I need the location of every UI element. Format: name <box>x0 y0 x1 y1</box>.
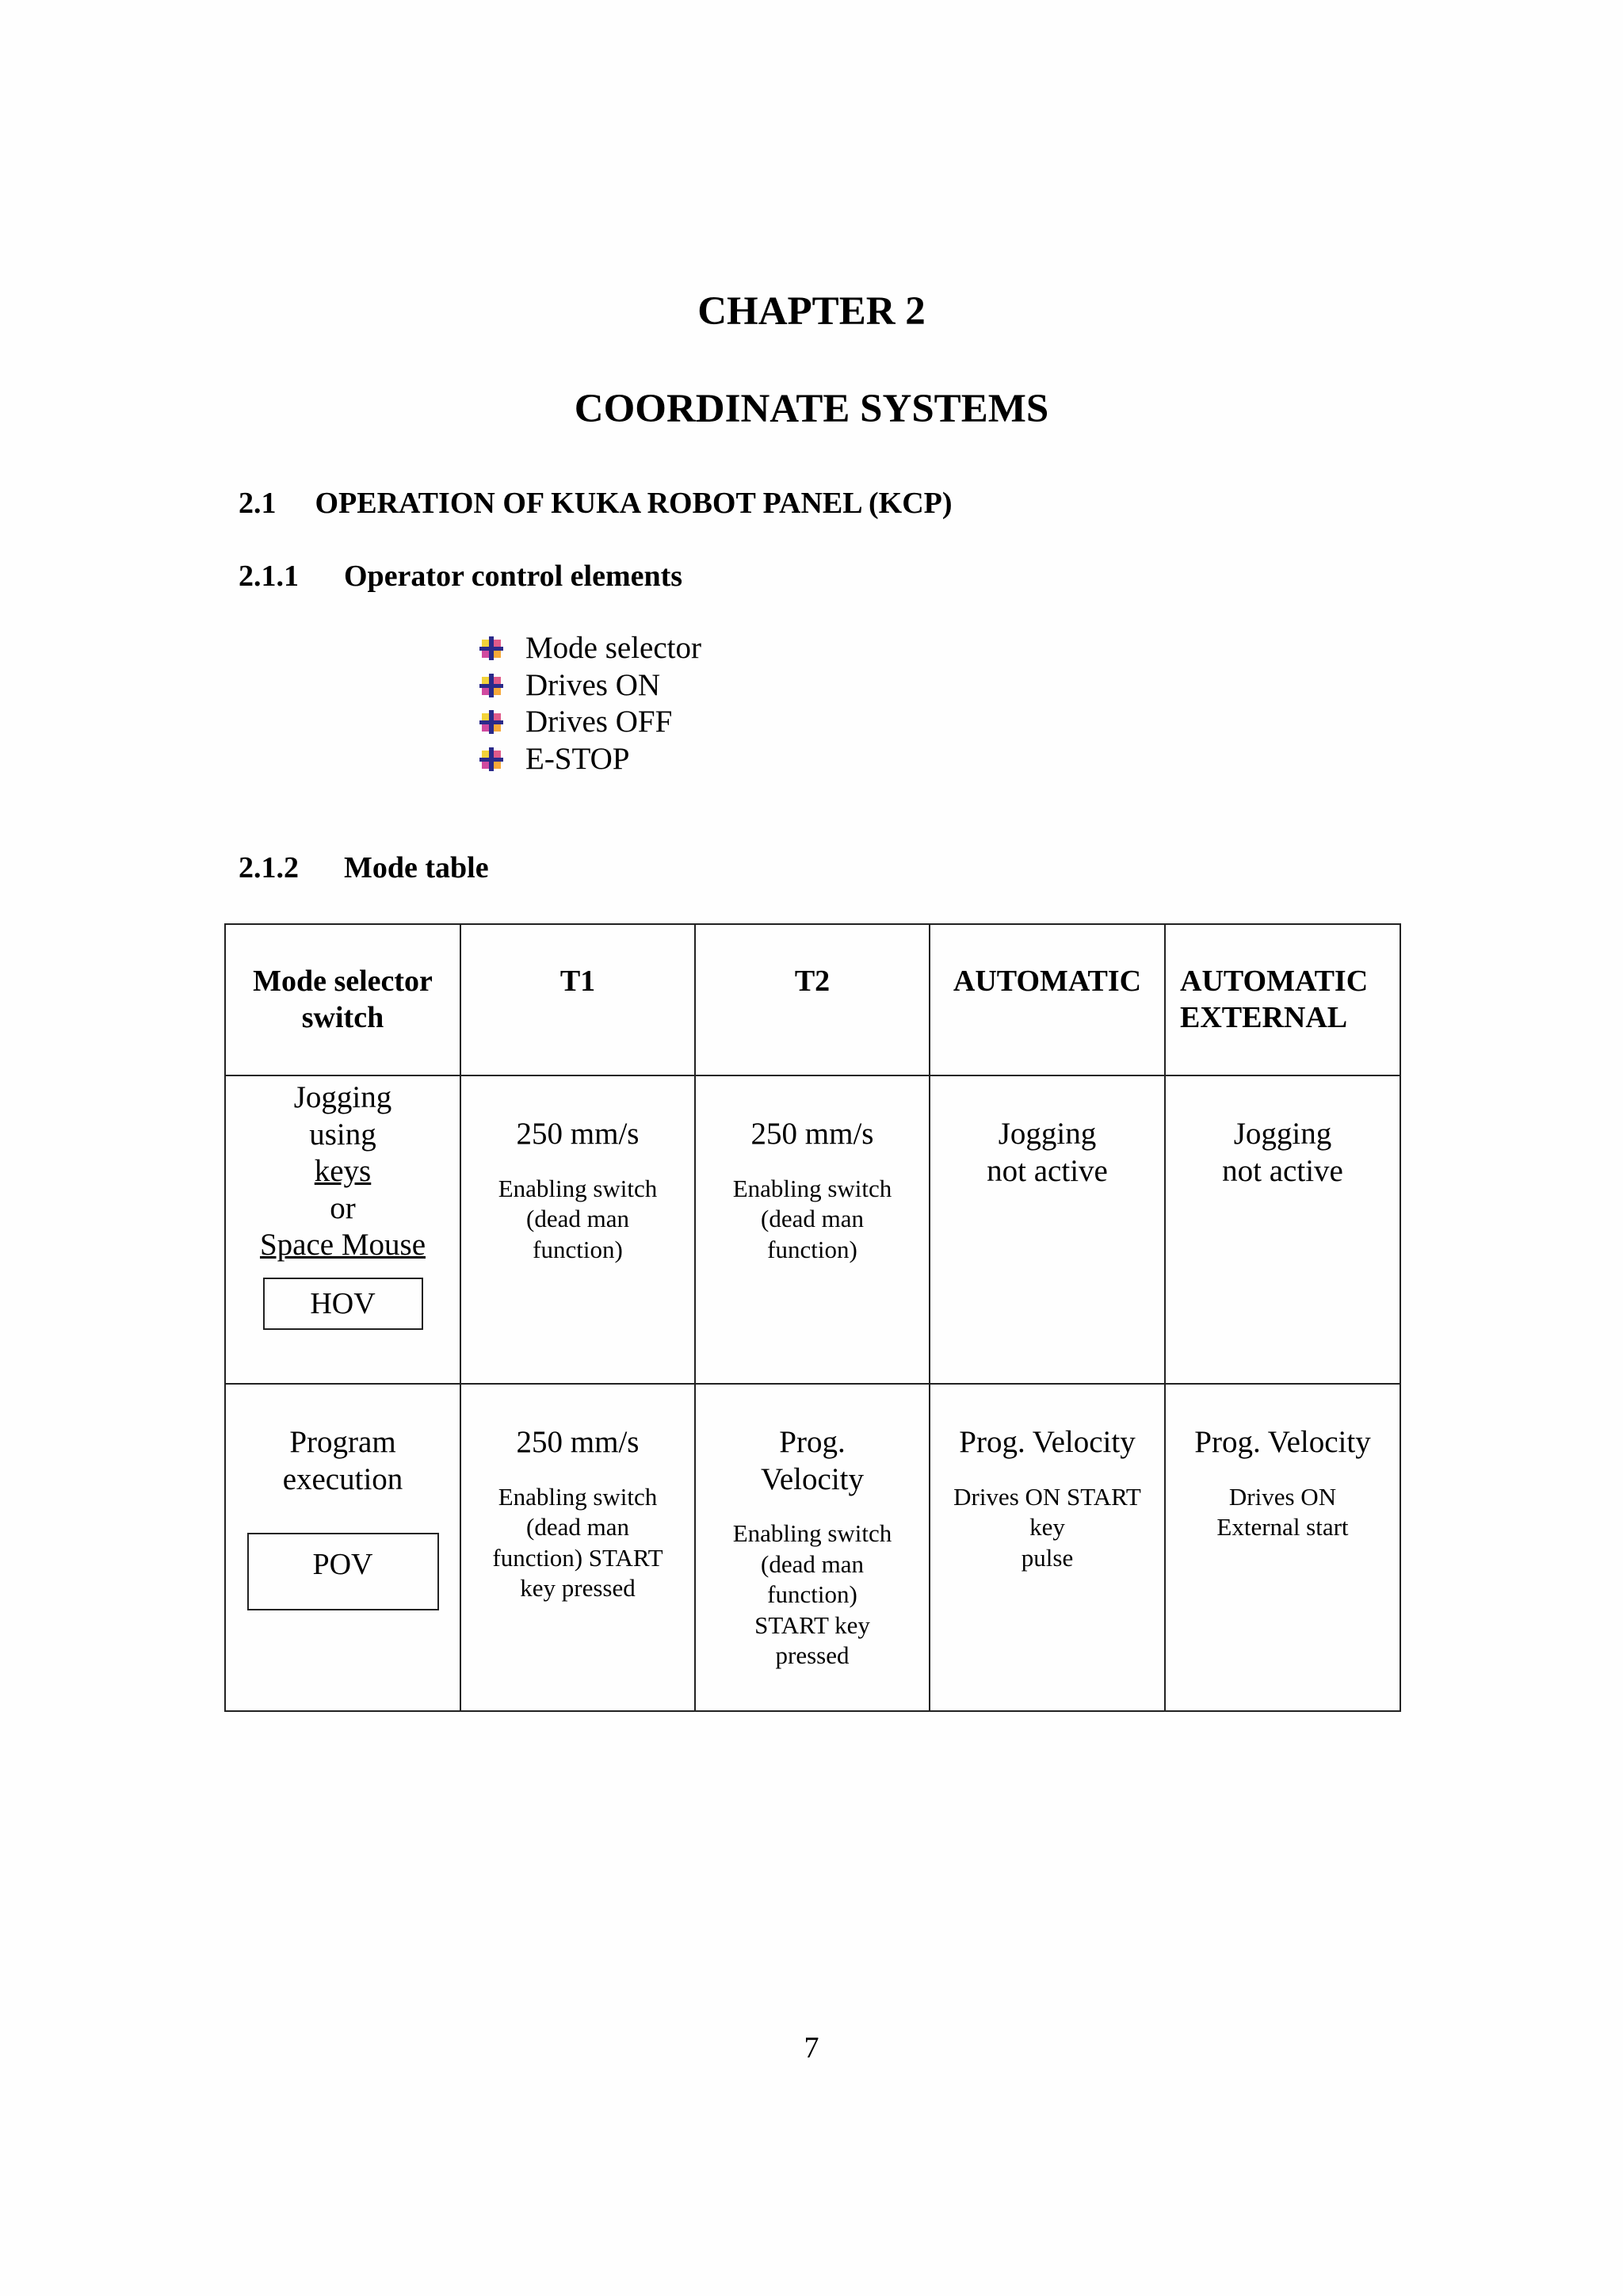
cell-note-line: External start <box>1216 1513 1349 1541</box>
header-line: EXTERNAL <box>1180 1001 1348 1034</box>
cell-line-keys: keys <box>314 1154 372 1188</box>
subsection-number: 2.1.2 <box>239 851 299 884</box>
section-heading <box>239 486 953 521</box>
cell-note-line: key pressed <box>520 1574 636 1602</box>
cell-speed: Prog. Velocity <box>959 1425 1136 1459</box>
control-elements-list <box>479 630 701 777</box>
row1-t1-cell <box>460 1075 695 1384</box>
cell-line: Jogging <box>998 1117 1097 1151</box>
cell-speed: 250 mm/s <box>516 1425 640 1459</box>
list-item <box>479 741 701 778</box>
header-label: T2 <box>794 965 831 998</box>
subsection-title: Operator control elements <box>344 560 683 593</box>
row1-automatic-external-cell <box>1165 1075 1400 1384</box>
cell-speed: 250 mm/s <box>750 1117 874 1151</box>
cell-note-line: (dead man <box>761 1205 864 1232</box>
header-automatic <box>930 924 1165 1075</box>
subsection-title: Mode table <box>344 851 489 884</box>
table-row <box>225 1384 1400 1711</box>
row1-t2-cell <box>695 1075 930 1384</box>
cell-note-line: (dead man <box>526 1205 629 1232</box>
list-item-label: Mode selector <box>525 631 702 665</box>
cell-note-line: key <box>1029 1513 1065 1541</box>
row1-label-cell <box>225 1075 460 1384</box>
row2-automatic-external-cell <box>1165 1384 1400 1711</box>
bullet-icon <box>479 747 503 771</box>
cell-note-line: pulse <box>1021 1543 1074 1572</box>
table-row <box>225 1075 1400 1384</box>
cell-note-line: pressed <box>775 1641 850 1669</box>
header-line: Mode selector <box>253 965 433 998</box>
cell-speed: 250 mm/s <box>516 1117 640 1151</box>
cell-speed: Prog. Velocity <box>1194 1425 1371 1459</box>
cell-speed: Velocity <box>761 1461 864 1496</box>
cell-note-line: (dead man <box>761 1549 864 1578</box>
cell-line: or <box>330 1190 356 1225</box>
header-line: switch <box>301 1001 384 1034</box>
chapter-title: COORDINATE SYSTEMS <box>574 387 1049 431</box>
subsection-number: 2.1.1 <box>239 560 299 593</box>
list-item <box>479 630 701 667</box>
cell-line: Jogging <box>293 1080 392 1114</box>
cell-note-line: Enabling switch <box>498 1482 658 1511</box>
cell-line-space-mouse: Space Mouse <box>259 1228 426 1262</box>
chapter-number: CHAPTER 2 <box>697 289 926 334</box>
cell-line: Program <box>289 1425 396 1459</box>
cell-note-line: Enabling switch <box>498 1174 658 1202</box>
cell-note-line: (dead man <box>526 1513 629 1541</box>
section-number: 2.1 <box>239 487 277 520</box>
row1-automatic-cell <box>930 1075 1165 1384</box>
cell-line: not active <box>1222 1153 1343 1188</box>
row2-t1-cell <box>460 1384 695 1711</box>
header-mode-selector <box>225 924 460 1075</box>
page-number: 7 <box>804 2031 819 2065</box>
cell-line: execution <box>282 1461 403 1496</box>
cell-note-line: function) <box>767 1235 857 1263</box>
list-item-label: Drives OFF <box>525 705 673 739</box>
bullet-icon <box>479 636 503 660</box>
header-automatic-external <box>1165 924 1400 1075</box>
subsection-heading-2 <box>239 850 489 885</box>
cell-speed: Prog. <box>779 1425 846 1459</box>
cell-note-line: Enabling switch <box>732 1519 892 1547</box>
cell-note-line: Drives ON START <box>953 1482 1141 1511</box>
header-t2 <box>695 924 930 1075</box>
header-label: T1 <box>559 965 596 998</box>
hov-box: HOV <box>263 1278 423 1330</box>
row2-t2-cell <box>695 1384 930 1711</box>
cell-note-line: Drives ON <box>1228 1482 1337 1511</box>
bullet-icon <box>479 710 503 734</box>
row2-automatic-cell <box>930 1384 1165 1711</box>
section-title: OPERATION OF KUKA ROBOT PANEL (KCP) <box>315 487 953 520</box>
cell-line: Jogging <box>1233 1117 1332 1151</box>
list-item-label: Drives ON <box>525 667 661 702</box>
mode-table <box>224 923 1401 1712</box>
cell-note-line: START key <box>754 1610 870 1639</box>
list-item <box>479 667 701 705</box>
cell-note-line: function) <box>533 1235 623 1263</box>
cell-note-line: function) START <box>492 1543 663 1572</box>
cell-line: not active <box>987 1153 1108 1188</box>
list-item-label: E-STOP <box>525 741 630 776</box>
cell-line: using <box>309 1117 376 1152</box>
subsection-heading-1 <box>239 559 682 594</box>
bullet-icon <box>479 674 503 697</box>
header-line: AUTOMATIC <box>1180 965 1369 998</box>
row2-label-cell <box>225 1384 460 1711</box>
list-item <box>479 704 701 741</box>
header-label: AUTOMATIC <box>953 965 1142 998</box>
cell-note-line: function) <box>767 1580 857 1608</box>
header-t1 <box>460 924 695 1075</box>
cell-note-line: Enabling switch <box>732 1174 892 1202</box>
pov-box: POV <box>247 1533 439 1610</box>
table-header-row <box>225 924 1400 1075</box>
